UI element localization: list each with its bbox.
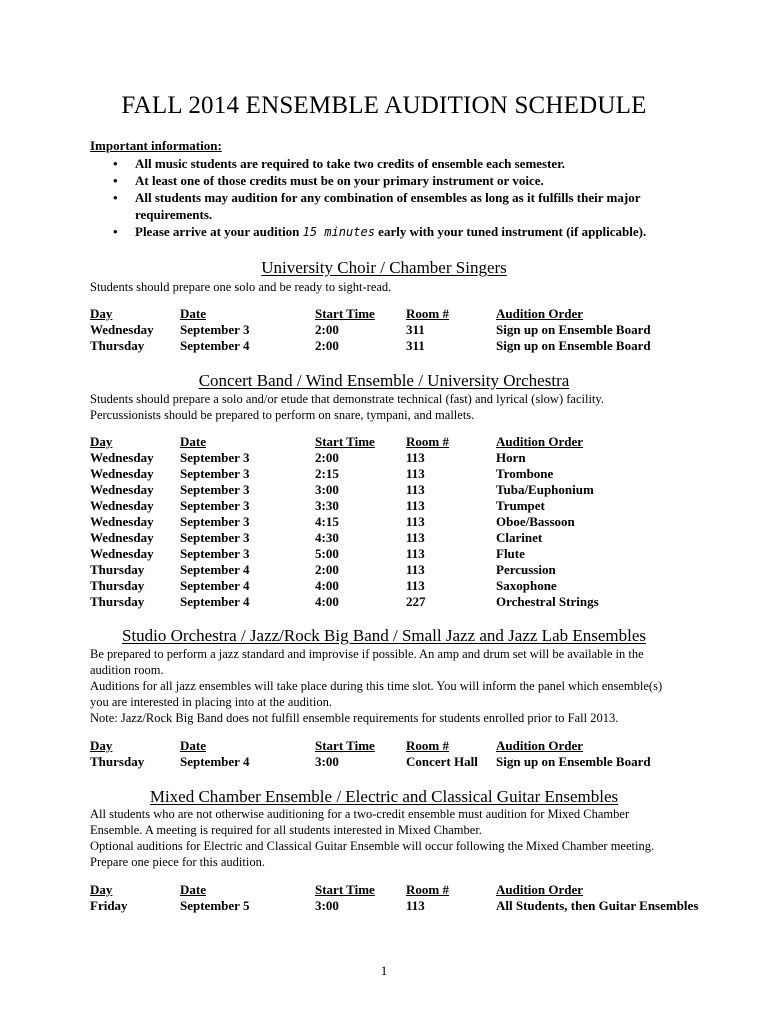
header-order: Audition Order: [496, 882, 584, 897]
cell-day: Wednesday: [90, 498, 154, 513]
header-order: Audition Order: [496, 306, 584, 321]
cell-date: September 3: [180, 482, 250, 497]
table-header-row: [90, 434, 671, 450]
header-room: Room #: [406, 738, 449, 753]
cell-order: Oboe/Bassoon: [496, 514, 575, 529]
cell-day: Wednesday: [90, 466, 154, 481]
cell-room: 113: [406, 450, 425, 465]
header-date: Date: [180, 434, 206, 449]
section-desc-choir: [90, 279, 680, 295]
cell-date: September 4: [180, 578, 250, 593]
cell-day: Thursday: [90, 594, 145, 609]
cell-order: Trumpet: [496, 498, 545, 513]
desc-line: Optional auditions for Electric and Classical Guitar Ensemble will occur following the Mixed Chamber meeting. Prepare one piece for this audition.: [90, 839, 655, 869]
cell-start: 4:00: [315, 594, 339, 609]
schedule-table-choir: [90, 306, 671, 354]
cell-room: 113: [406, 466, 425, 481]
cell-start: 2:00: [315, 338, 339, 353]
cell-order: Tuba/Euphonium: [496, 482, 594, 497]
header-order: Audition Order: [496, 434, 584, 449]
table-row: [90, 338, 671, 354]
header-date: Date: [180, 306, 206, 321]
important-heading: Important information:: [90, 138, 222, 153]
cell-date: September 3: [180, 530, 250, 545]
cell-order: Clarinet: [496, 530, 543, 545]
arrive-minutes: 15 minutes: [302, 225, 375, 239]
section-title-jazz: Studio Orchestra / Jazz/Rock Big Band / Small Jazz and Jazz Lab Ensembles: [121, 626, 647, 645]
cell-order: Horn: [496, 450, 526, 465]
schedule-table-band: [90, 434, 671, 610]
cell-date: September 3: [180, 514, 250, 529]
section-desc-chamber: [90, 806, 680, 870]
arrive-text-before: Please arrive at your audition: [135, 224, 303, 239]
cell-start: 4:30: [315, 530, 339, 545]
table-row: [90, 898, 698, 914]
cell-date: September 3: [180, 498, 250, 513]
cell-order: Flute: [496, 546, 525, 561]
table-row: [90, 594, 671, 610]
table-row: [90, 498, 671, 514]
cell-room: 113: [406, 562, 425, 577]
header-start: Start Time: [315, 306, 375, 321]
cell-order: Sign up on Ensemble Board: [496, 338, 651, 353]
bullet-item-arrive: [90, 223, 690, 241]
cell-room: Concert Hall: [406, 754, 478, 769]
cell-date: September 4: [180, 594, 250, 609]
cell-start: 2:00: [315, 450, 339, 465]
table-row: [90, 466, 671, 482]
cell-day: Wednesday: [90, 450, 154, 465]
header-room: Room #: [406, 306, 449, 321]
cell-date: September 3: [180, 466, 250, 481]
cell-date: September 4: [180, 338, 250, 353]
header-start: Start Time: [315, 738, 375, 753]
cell-day: Wednesday: [90, 514, 154, 529]
table-row: [90, 322, 671, 338]
cell-day: Friday: [90, 898, 128, 913]
table-header-row: [90, 882, 698, 898]
section-desc-jazz: [90, 646, 680, 726]
section-title-band: Concert Band / Wind Ensemble / University Orchestra: [198, 371, 570, 390]
cell-day: Wednesday: [90, 482, 154, 497]
cell-date: September 4: [180, 562, 250, 577]
table-row: [90, 530, 671, 546]
cell-room: 311: [406, 338, 425, 353]
cell-room: 227: [406, 594, 426, 609]
cell-start: 3:00: [315, 482, 339, 497]
header-room: Room #: [406, 434, 449, 449]
cell-room: 113: [406, 530, 425, 545]
cell-room: 113: [406, 498, 425, 513]
header-room: Room #: [406, 882, 449, 897]
section-title-choir: University Choir / Chamber Singers: [261, 258, 507, 277]
cell-order: Sign up on Ensemble Board: [496, 754, 651, 769]
header-date: Date: [180, 738, 206, 753]
header-day: Day: [90, 306, 113, 321]
desc-line: Be prepared to perform a jazz standard and improvise if possible. An amp and drum set will be available in the audition room.: [90, 647, 644, 677]
header-day: Day: [90, 738, 113, 753]
page-number: 1: [380, 963, 388, 978]
cell-day: Thursday: [90, 578, 145, 593]
bullet-item: • All students may audition for any combination of ensembles as long as it fulfills their major requirements.: [90, 189, 690, 223]
cell-order: Orchestral Strings: [496, 594, 599, 609]
bullet-item: • All music students are required to take two credits of ensemble each semester.: [90, 155, 690, 172]
desc-line: Students should prepare one solo and be ready to sight-read.: [90, 280, 392, 294]
schedule-table-jazz: [90, 738, 671, 770]
cell-start: 3:00: [315, 754, 339, 769]
desc-line: Note: Jazz/Rock Big Band does not fulfill ensemble requirements for students enrolled prior to Fall 2013.: [90, 711, 619, 725]
cell-date: September 3: [180, 546, 250, 561]
table-row: [90, 562, 671, 578]
cell-start: 3:30: [315, 498, 339, 513]
cell-day: Wednesday: [90, 530, 154, 545]
cell-day: Wednesday: [90, 322, 154, 337]
table-row: [90, 514, 671, 530]
header-day: Day: [90, 882, 113, 897]
desc-line: Auditions for all jazz ensembles will take place during this time slot. You will inform the panel which ensemble(s) you are interested in placing into at the audition.: [90, 679, 663, 709]
cell-date: September 3: [180, 450, 250, 465]
table-header-row: [90, 306, 671, 322]
cell-start: 4:00: [315, 578, 339, 593]
table-row: [90, 450, 671, 466]
cell-day: Thursday: [90, 754, 145, 769]
cell-date: September 5: [180, 898, 250, 913]
cell-room: 113: [406, 546, 425, 561]
cell-date: September 4: [180, 754, 250, 769]
header-order: Audition Order: [496, 738, 584, 753]
page-title: FALL 2014 ENSEMBLE AUDITION SCHEDULE: [121, 92, 647, 119]
cell-day: Thursday: [90, 338, 145, 353]
cell-room: 311: [406, 322, 425, 337]
desc-line: All students who are not otherwise auditioning for a two-credit ensemble must audition for Mixed Chamber Ensemble. A meeting is required for all students interested in Mixed Chamber.: [90, 807, 630, 837]
cell-start: 3:00: [315, 898, 339, 913]
cell-date: September 3: [180, 322, 250, 337]
cell-start: 2:15: [315, 466, 339, 481]
table-header-row: [90, 738, 671, 754]
cell-room: 113: [406, 898, 425, 913]
cell-order: Saxophone: [496, 578, 557, 593]
cell-start: 4:15: [315, 514, 339, 529]
cell-order: Sign up on Ensemble Board: [496, 322, 651, 337]
desc-line: Students should prepare a solo and/or etude that demonstrate technical (fast) and lyrical (slow) facility.: [90, 392, 604, 406]
arrive-text-after: early with your tuned instrument (if applicable).: [374, 224, 647, 239]
cell-room: 113: [406, 482, 425, 497]
cell-order: Percussion: [496, 562, 556, 577]
table-row: [90, 546, 671, 562]
table-row: [90, 482, 671, 498]
bullet-item: • At least one of those credits must be on your primary instrument or voice.: [90, 172, 690, 189]
desc-line: Percussionists should be prepared to perform on snare, tympani, and mallets.: [90, 408, 475, 422]
cell-day: Wednesday: [90, 546, 154, 561]
cell-day: Thursday: [90, 562, 145, 577]
section-desc-band: [90, 391, 680, 423]
header-start: Start Time: [315, 434, 375, 449]
table-row: [90, 754, 671, 770]
header-day: Day: [90, 434, 113, 449]
cell-start: 2:00: [315, 322, 339, 337]
header-date: Date: [180, 882, 206, 897]
header-start: Start Time: [315, 882, 375, 897]
cell-order: All Students, then Guitar Ensembles: [496, 898, 699, 913]
table-row: [90, 578, 671, 594]
cell-start: 2:00: [315, 562, 339, 577]
section-title-chamber: Mixed Chamber Ensemble / Electric and Classical Guitar Ensembles: [149, 787, 619, 806]
cell-order: Trombone: [496, 466, 554, 481]
cell-start: 5:00: [315, 546, 339, 561]
cell-room: 113: [406, 578, 425, 593]
schedule-table-chamber: [90, 882, 698, 914]
important-list: [90, 155, 690, 241]
cell-room: 113: [406, 514, 425, 529]
